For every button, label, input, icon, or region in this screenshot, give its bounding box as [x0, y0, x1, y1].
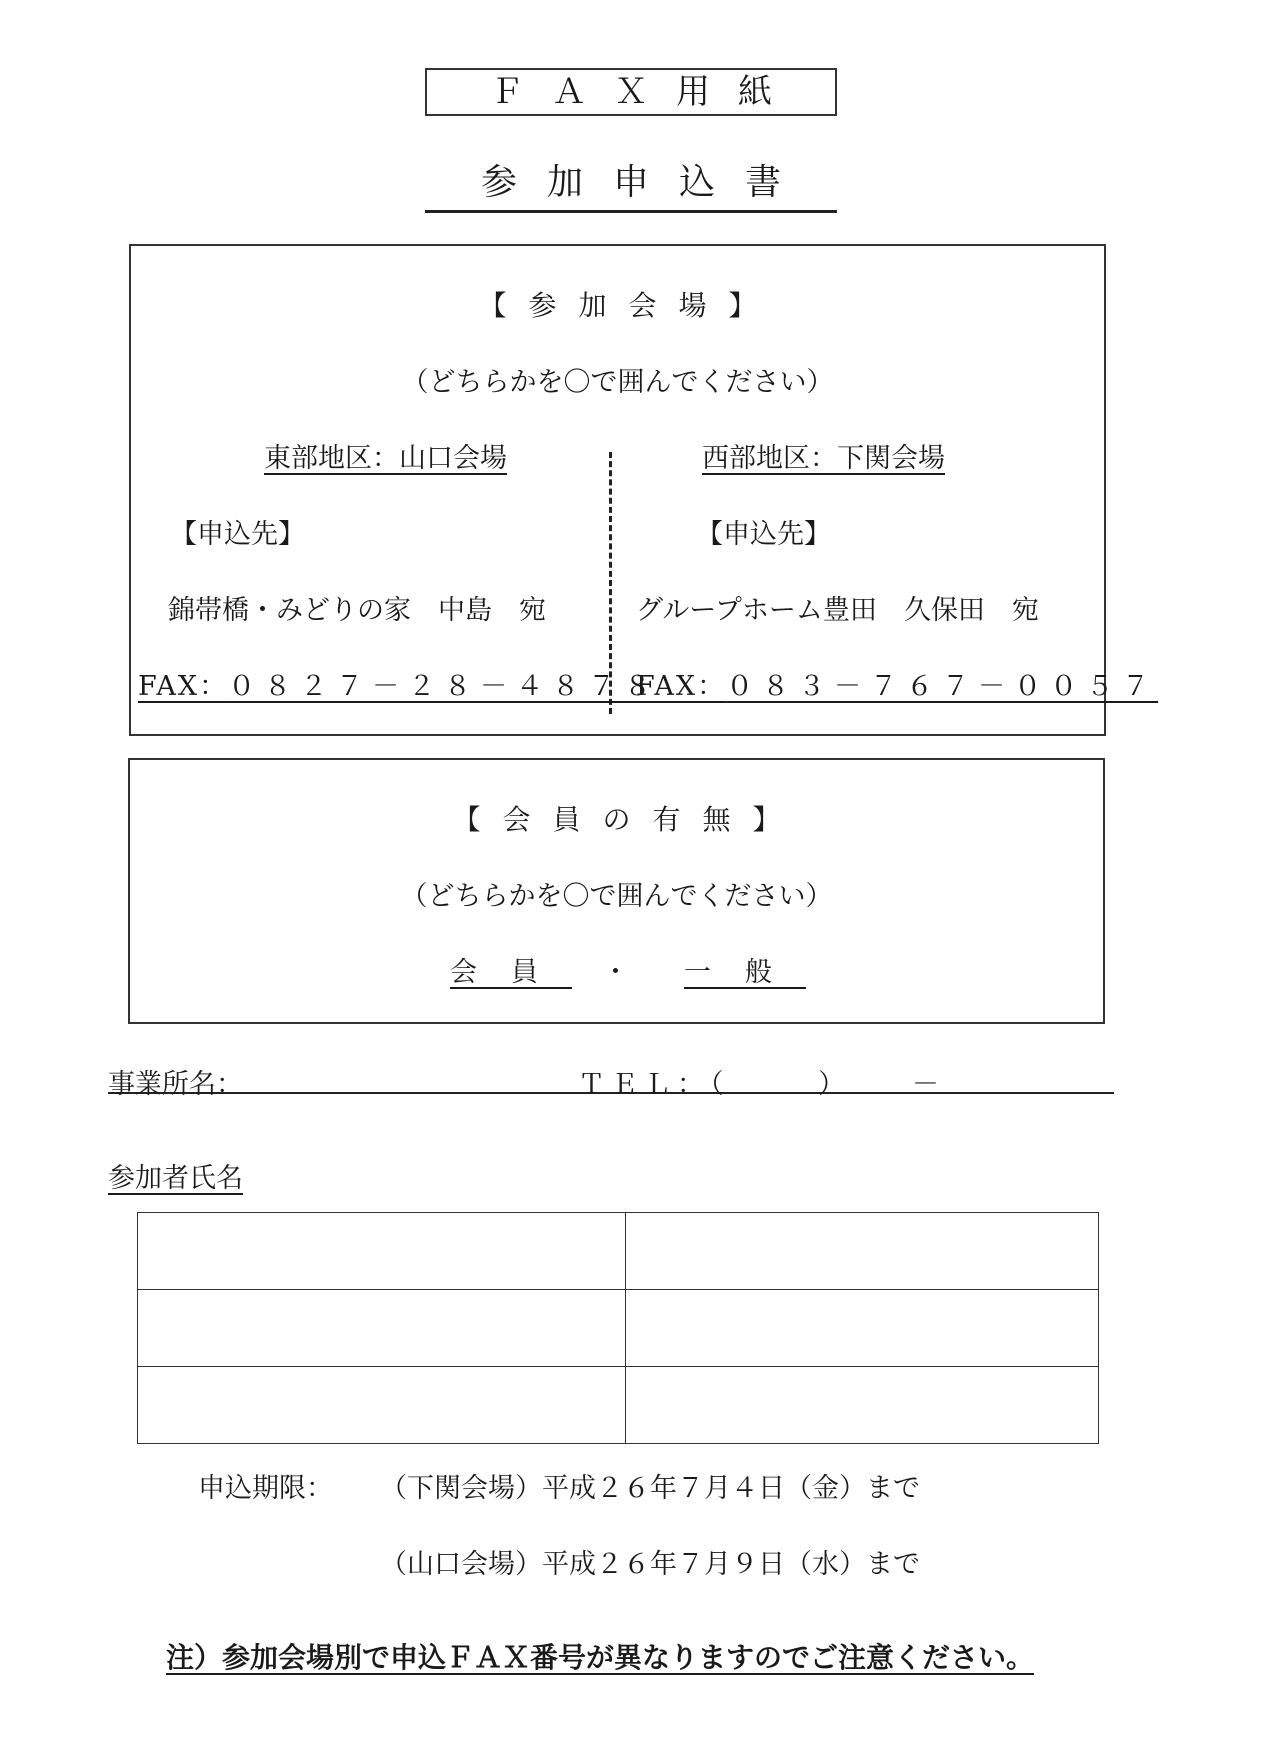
deadline-yamaguchi: （山口会場）平成２６年７月９日（水）まで: [380, 1549, 920, 1580]
office-name-field[interactable]: [250, 1062, 570, 1094]
participants-label: 参加者氏名: [108, 1163, 243, 1194]
membership-separator: ・: [602, 957, 629, 988]
form-title: 参加申込書: [425, 160, 837, 213]
participant-name-cell[interactable]: [138, 1367, 626, 1444]
venue-instruction: （どちらかを〇で囲んでください）: [401, 367, 834, 398]
participants-table: [137, 1212, 1099, 1444]
east-region-option[interactable]: 東部地区：山口会場: [264, 443, 507, 474]
tel-dash: －: [912, 1069, 939, 1100]
table-row: [138, 1290, 1099, 1367]
east-fax: [138, 664, 660, 703]
east-apply-label: 【申込先】: [170, 519, 305, 550]
general-option[interactable]: 一般: [684, 957, 806, 988]
participant-name-cell[interactable]: [626, 1213, 1099, 1290]
west-fax-number: ０８３－７６７－００５７: [726, 671, 1159, 702]
deadline-shimonoseki: （下関会場）平成２６年７月４日（金）まで: [380, 1473, 920, 1504]
participant-name-cell[interactable]: [626, 1290, 1099, 1367]
tel-label: ＴＥＬ：（: [578, 1069, 730, 1100]
footer-note: 注）参加会場別で申込ＦＡＸ番号が異なりますのでご注意ください。: [166, 1641, 1035, 1674]
fax-title: ＦＡＸ用紙: [425, 68, 837, 116]
participant-name-cell[interactable]: [626, 1367, 1099, 1444]
membership-heading: 【会員の有無】: [452, 803, 803, 836]
west-region-option[interactable]: 西部地区：下関会場: [702, 443, 945, 474]
east-fax-number: ０８２７－２８－４８７８: [228, 671, 661, 702]
west-fax-prefix: FAX：: [636, 671, 727, 702]
membership-instruction: （どちらかを〇で囲んでください）: [400, 881, 833, 912]
tel-close-paren: ）: [818, 1069, 845, 1100]
west-fax: [636, 664, 1158, 703]
deadline-label: 申込期限：: [198, 1473, 333, 1504]
member-option[interactable]: 会員: [450, 957, 572, 988]
west-recipient: グループホーム豊田 久保田 宛: [636, 595, 1039, 626]
office-name-label: 事業所名：: [108, 1069, 243, 1100]
participant-name-cell[interactable]: [138, 1290, 626, 1367]
east-fax-prefix: FAX：: [138, 671, 229, 702]
tel-area-code-field[interactable]: [712, 1062, 812, 1094]
venue-heading: 【参加会場】: [478, 289, 779, 322]
table-row: [138, 1213, 1099, 1290]
participant-name-cell[interactable]: [138, 1213, 626, 1290]
east-recipient: 錦帯橋・みどりの家 中島 宛: [168, 595, 546, 626]
west-apply-label: 【申込先】: [696, 519, 831, 550]
table-row: [138, 1367, 1099, 1444]
